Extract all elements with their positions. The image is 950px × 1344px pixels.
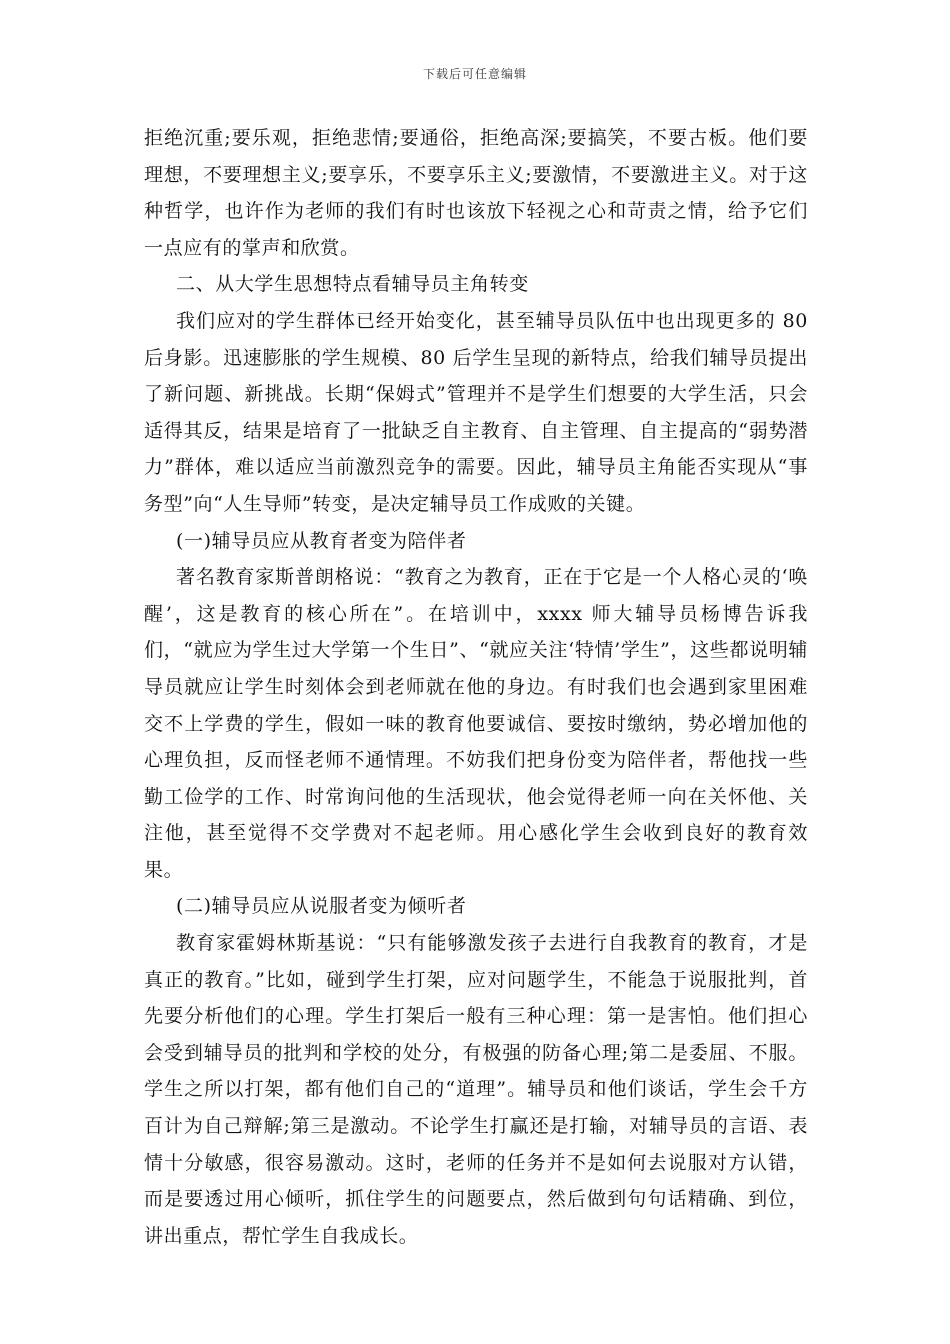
section-heading: 二、从大学生思想特点看辅导员主角转变	[176, 273, 529, 296]
page-header: 下载后可任意编辑	[422, 67, 527, 81]
paragraph-continuation: 拒绝沉重;要乐观，拒绝悲情;要通俗，拒绝高深;要搞笑，不要古板。他们要理想，不要理想主义;要享乐，不要享乐主义;要激情，不要激进主义。对于这种哲学，也许作为老师的我们有时也该放下轻视之心和苛责之情，给予它们一点应有的掌声和欣赏。	[144, 127, 808, 259]
body-paragraph: 著名教育家斯普朗格说：“教育之为教育，正在于它是一个人格心灵的‘唤醒’，这是教育的核心所在”。在培训中，xxxx 师大辅导员杨博告诉我们，“就应为学生过大学第一个生日”、“就应关注‘特情’学生”，这些都说明辅导员就应让学生时刻体会到老师就在他的身边。有时我们也会遇到家里困难交不上学费的学生，假如一味的教育他要诚信、要按时缴纳，势必增加他的心理负担，反而怪老师不通情理。不妨我们把身份变为陪伴者，帮他找一些勤工俭学的工作、时常询问他的生活现状，他会觉得老师一向在关怀他、关注他，甚至觉得不交学费对不起老师。用心感化学生会收到良好的教育效果。	[144, 566, 808, 881]
document-body	[144, 120, 808, 1254]
body-paragraph: 我们应对的学生群体已经开始变化，甚至辅导员队伍中也出现更多的 80 后身影。迅速膨胀的学生规模、80 后学生呈现的新特点，给我们辅导员提出了新问题、新挑战。长期“保姆式”管理并不是学生们想要的大学生活，只会适得其反，结果是培育了一批缺乏自主教育、自主管理、自主提高的“弱势潜力”群体，难以适应当前激烈竞争的需要。因此，辅导员主角能否实现从“事务型”向“人生导师”转变，是决定辅导员工作成败的关键。	[144, 309, 808, 515]
subsection-heading: (二)辅导员应从说服者变为倾听者	[176, 895, 467, 918]
body-paragraph: 教育家霍姆林斯基说：“只有能够激发孩子去进行自我教育的教育，才是真正的教育。”比如，碰到学生打架，应对问题学生，不能急于说服批判，首先要分析他们的心理。学生打架后一般有三种心理：第一是害怕。他们担心会受到辅导员的批判和学校的处分，有极强的防备心理;第二是委屈、不服。学生之所以打架，都有他们自己的“道理”。辅导员和他们谈话，学生会千方百计为自己辩解;第三是激动。不论学生打赢还是打输，对辅导员的言语、表情十分敏感，很容易激动。这时，老师的任务并不是如何去说服对方认错，而是要透过用心倾听，抓住学生的问题要点，然后做到句句话精确、到位，讲出重点，帮忙学生自我成长。	[144, 932, 808, 1247]
subsection-heading: (一)辅导员应从教育者变为陪伴者	[176, 529, 467, 552]
